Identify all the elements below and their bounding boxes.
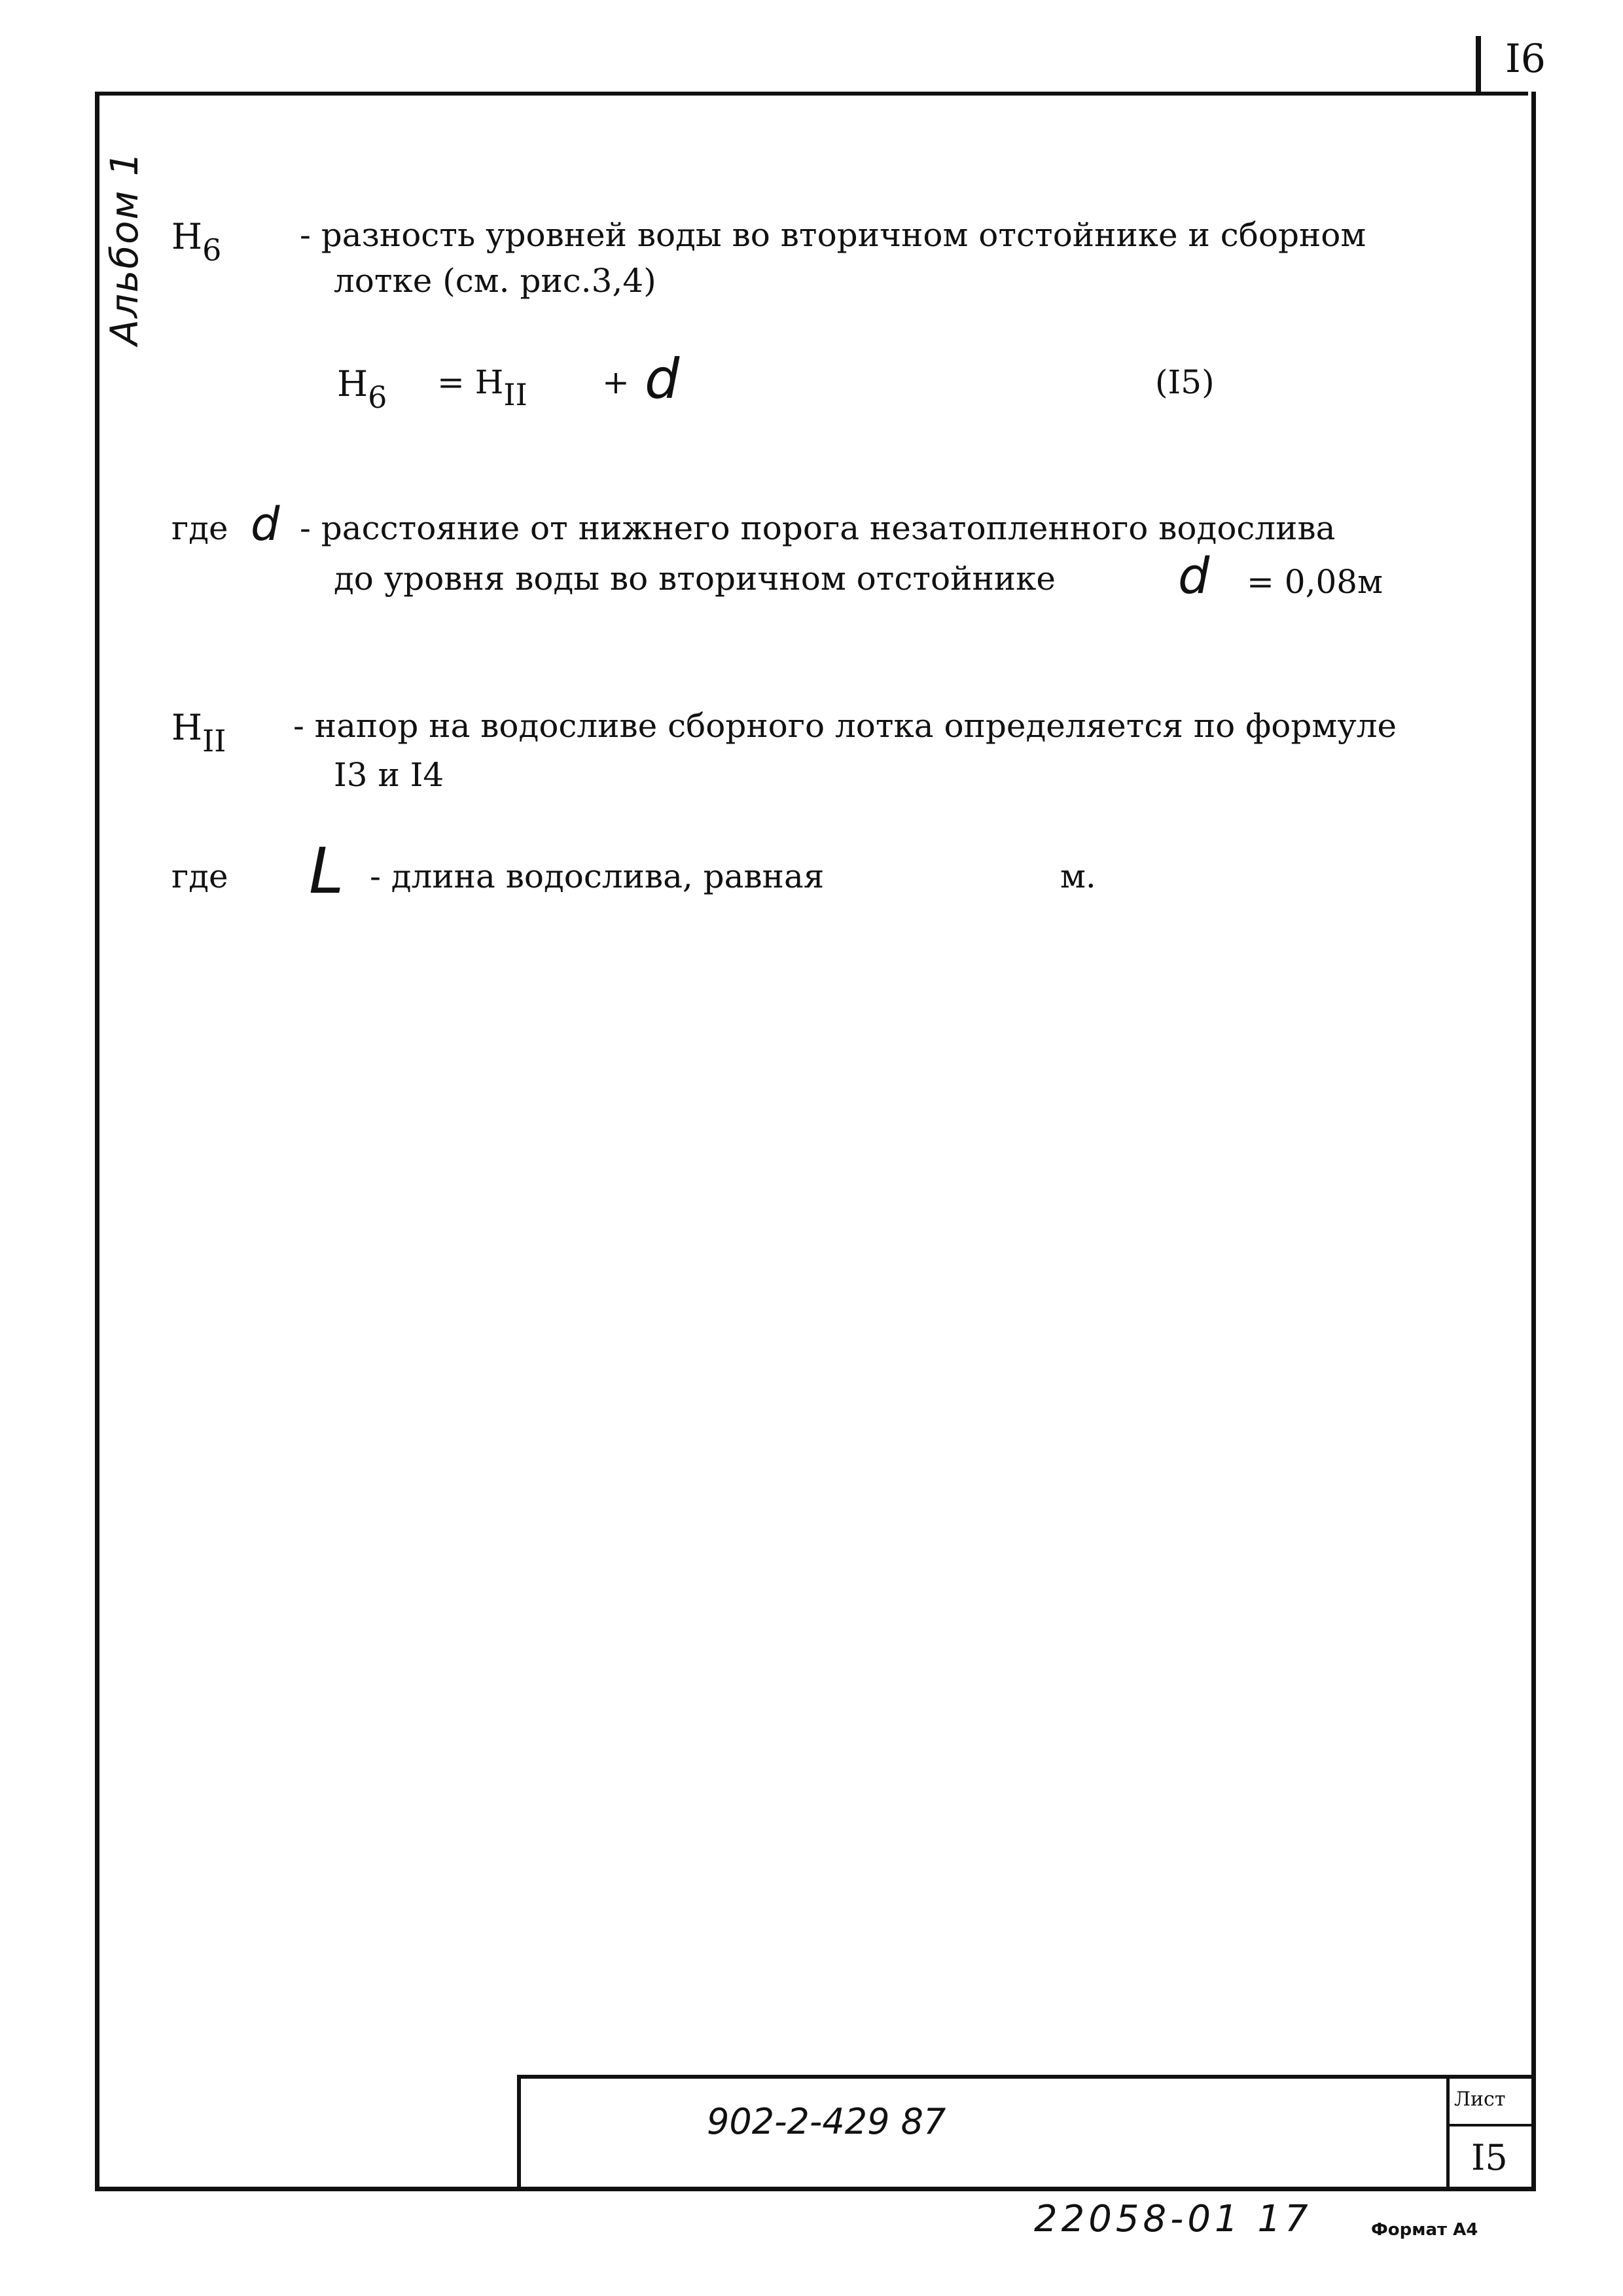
where-l-description: - длина водослива, равная: [370, 857, 825, 895]
where-d-value-symbol: d: [1178, 547, 1210, 605]
frame-top-border: [95, 92, 1528, 96]
where-d-value: = 0,08м: [1247, 563, 1383, 601]
stamp-top-border: [517, 2075, 1533, 2079]
frame-right-border: [1531, 92, 1536, 2191]
album-side-label: Альбом 1: [102, 151, 147, 346]
format-label: Формат А4: [1371, 2220, 1478, 2240]
where-d-prefix: где: [171, 509, 228, 547]
h11-description-line2: I3 и I4: [334, 756, 444, 794]
formula-rhs: = HII: [437, 363, 527, 412]
page-number-divider: [1476, 36, 1481, 92]
h6-description-line1: - разность уровней воды во вторичном отстойнике и сборном: [300, 216, 1366, 254]
h11-description-line1: - напор на водосливе сборного лотка определяется по формуле: [293, 707, 1397, 745]
formula-number: (I5): [1155, 363, 1215, 401]
formula-d-symbol: d: [645, 347, 680, 411]
frame-left-border: [95, 92, 99, 2191]
where-l-unit: м.: [1060, 857, 1096, 895]
where-d-line2: до уровня воды во вторичном отстойнике: [334, 560, 1056, 598]
document-code: 902-2-429 87: [707, 2101, 946, 2142]
where-d-symbol: d: [251, 497, 280, 551]
h6-symbol: H6: [171, 216, 222, 268]
h6-description-line2: лотке (см. рис.3,4): [334, 262, 656, 300]
where-l-symbol: L: [309, 834, 344, 908]
formula-lhs: H6: [337, 363, 387, 415]
stamp-sheet-divider: [1446, 2075, 1450, 2189]
stamp-left-border: [517, 2075, 521, 2189]
sheet-label: Лист: [1454, 2088, 1506, 2111]
page-number-top: I6: [1505, 36, 1546, 82]
formula-plus: +: [602, 363, 630, 401]
sheet-number: I5: [1471, 2137, 1508, 2178]
h11-symbol: HII: [171, 707, 226, 759]
where-d-line1: - расстояние от нижнего порога незатопленного водослива: [300, 509, 1336, 547]
frame-bottom-border: [95, 2187, 1536, 2191]
where-l-prefix: где: [171, 857, 228, 895]
inventory-number: 22058-01 17: [1034, 2198, 1312, 2240]
stamp-sheet-separator: [1446, 2124, 1533, 2126]
